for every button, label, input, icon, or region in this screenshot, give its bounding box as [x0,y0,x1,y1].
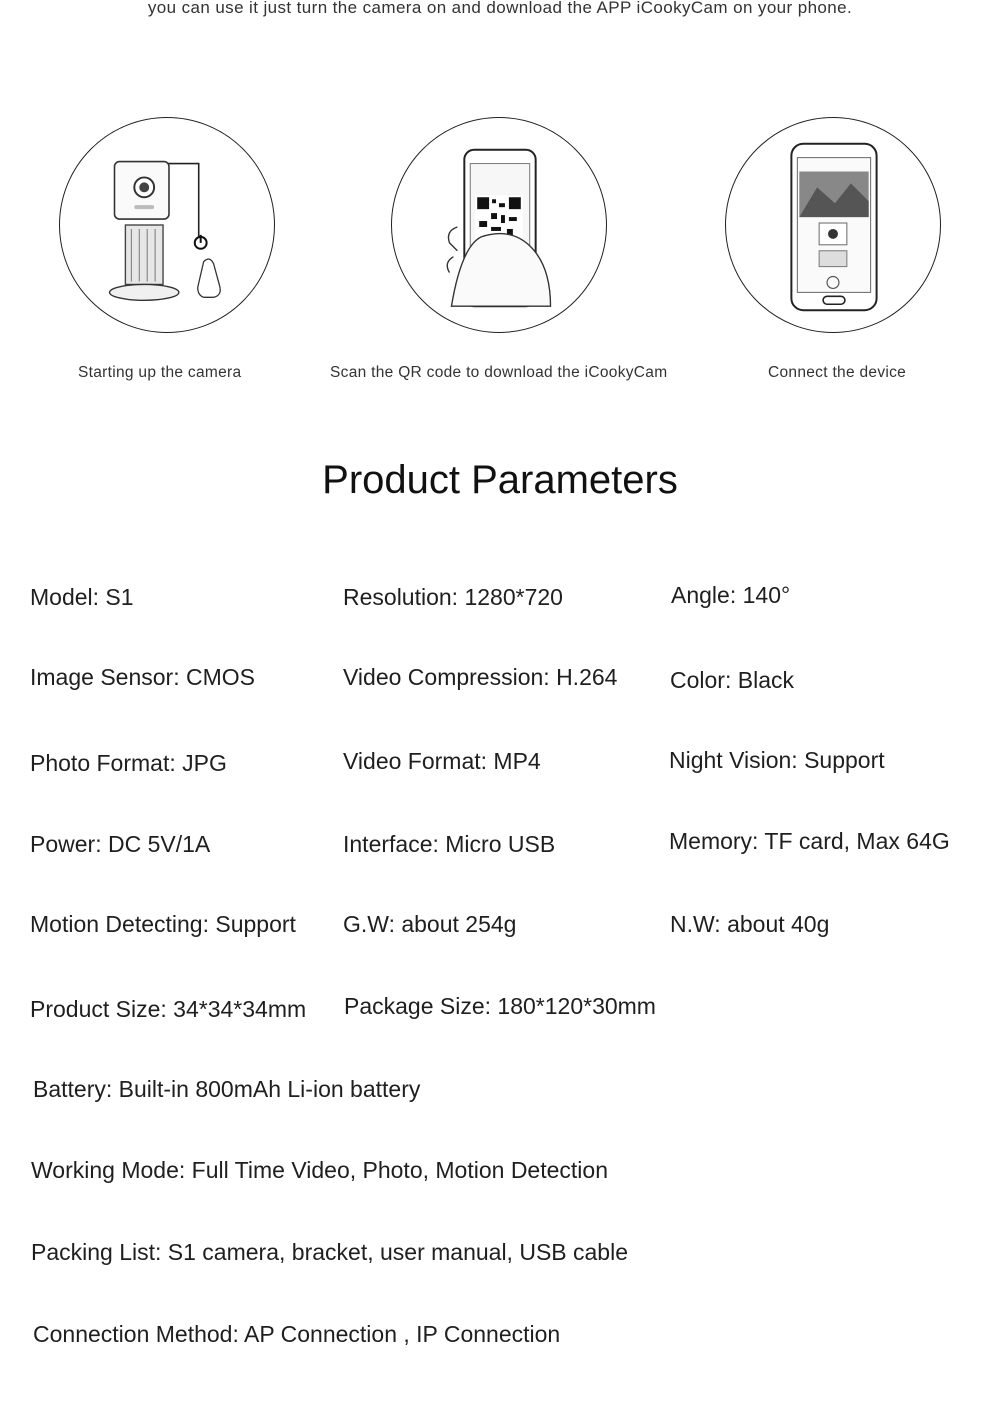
param-video-format: Video Format: MP4 [343,748,541,774]
param-battery: Battery: Built-in 800mAh Li-ion battery [33,1076,421,1102]
step-qr-scan-image [391,117,607,333]
param-interface: Interface: Micro USB [343,831,556,857]
phone-connect-icon [726,118,940,332]
step-caption-scan-qr: Scan the QR code to download the iCookyCam [330,364,668,381]
param-net-weight: N.W: about 40g [670,911,830,937]
qr-scan-phone-icon [392,118,606,332]
camera-power-icon [60,118,274,332]
step-caption-connect-device: Connect the device [768,364,907,381]
step-caption-start-camera: Starting up the camera [78,364,242,381]
param-photo-format: Photo Format: JPG [30,750,227,776]
section-title: Product Parameters [322,458,678,502]
param-working-mode: Working Mode: Full Time Video, Photo, Motion Detection [31,1157,608,1183]
param-power: Power: DC 5V/1A [30,831,211,857]
param-packing-list: Packing List: S1 camera, bracket, user manual, USB cable [31,1239,629,1265]
param-color: Color: Black [670,667,794,693]
param-video-compression: Video Compression: H.264 [343,664,618,690]
param-connection-method: Connection Method: AP Connection , IP Connection [33,1321,561,1347]
param-resolution: Resolution: 1280*720 [343,584,563,610]
param-angle: Angle: 140° [671,582,791,608]
param-package-size: Package Size: 180*120*30mm [344,993,656,1019]
param-motion-detecting: Motion Detecting: Support [30,911,296,937]
intro-text: you can use it just turn the camera on and download the APP iCookyCam on your phone. [147,0,853,17]
param-product-size: Product Size: 34*34*34mm [30,996,307,1022]
param-image-sensor: Image Sensor: CMOS [30,664,255,690]
param-night-vision: Night Vision: Support [669,747,885,773]
step-connect-device-image [725,117,941,333]
param-model: Model: S1 [30,584,134,610]
step-camera-power-image [59,117,275,333]
param-memory: Memory: TF card, Max 64G [669,828,950,854]
param-gross-weight: G.W: about 254g [343,911,517,937]
